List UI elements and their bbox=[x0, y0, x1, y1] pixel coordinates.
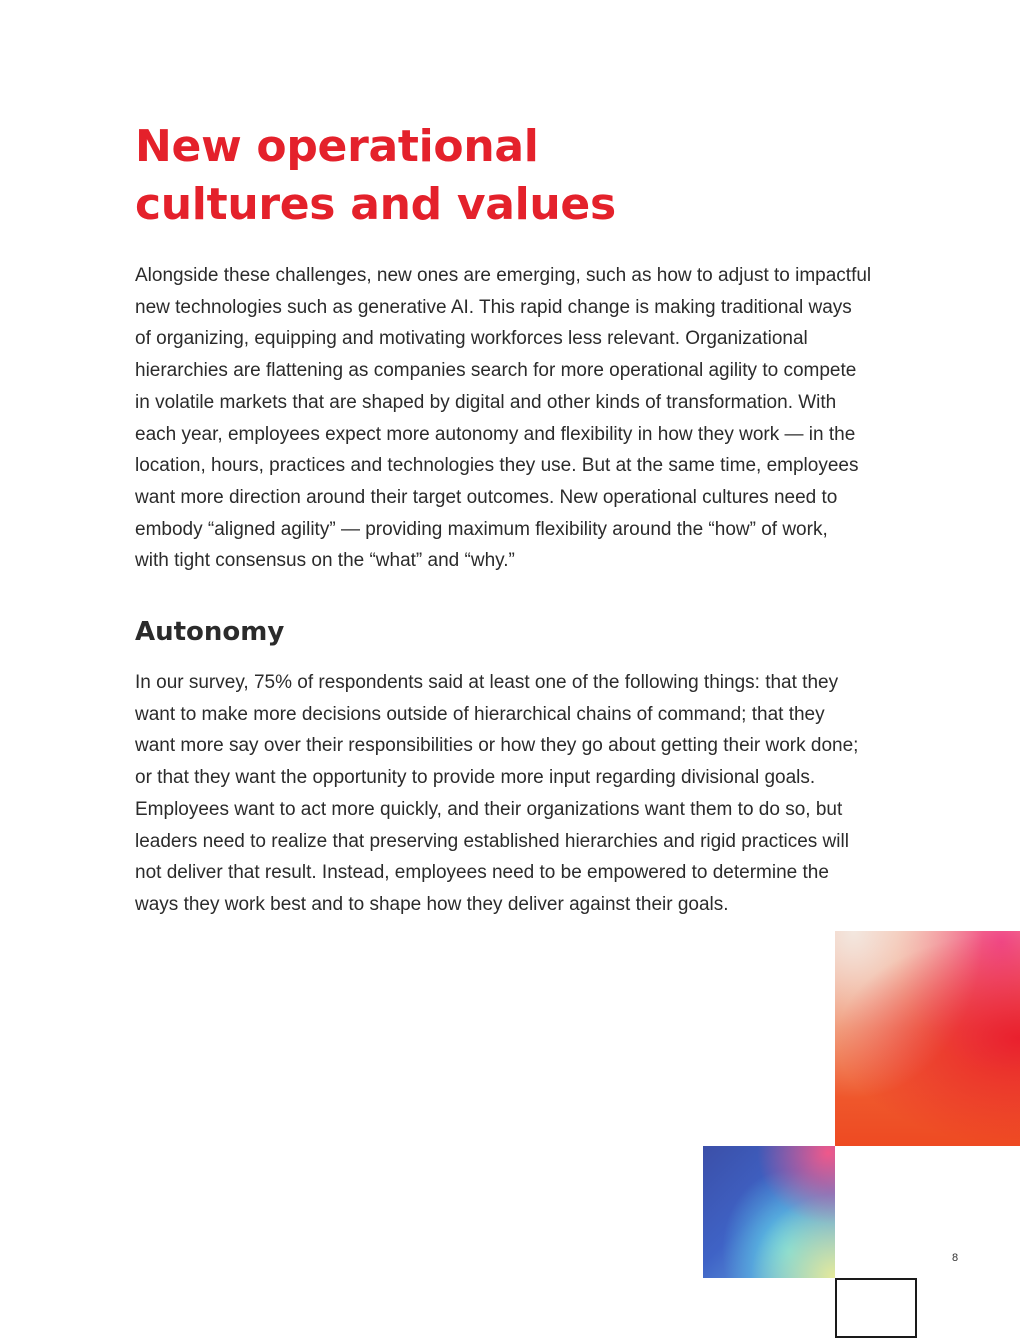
paragraph-line: In our survey, 75% of respondents said at least one of the following things: that they bbox=[135, 672, 839, 693]
paragraph-line: location, hours, practices and technologies they use. But at the same time, employees bbox=[135, 455, 859, 477]
paragraph-line: new technologies such as generative AI. This rapid change is making traditional ways bbox=[135, 296, 852, 318]
decorative-outline-square bbox=[835, 1278, 917, 1338]
paragraph-line: want more say over their responsibilities or how they go about getting their work done; bbox=[135, 735, 859, 757]
page-title-line: cultures and values bbox=[135, 179, 616, 230]
intro-paragraph bbox=[135, 260, 895, 577]
paragraph-line: Employees want to act more quickly, and their organizations want them to do so, but bbox=[135, 798, 843, 820]
paragraph-line: Alongside these challenges, new ones are emerging, such as how to adjust to impactful bbox=[135, 265, 872, 286]
page-title bbox=[135, 118, 895, 234]
paragraph-line: want more direction around their target outcomes. New operational cultures need to bbox=[135, 486, 838, 508]
autonomy-heading: Autonomy bbox=[135, 617, 285, 647]
paragraph-line: in volatile markets that are shaped by digital and other kinds of transformation. With bbox=[135, 391, 837, 413]
paragraph-line: hierarchies are flattening as companies search for more operational agility to compete bbox=[135, 360, 857, 382]
paragraph-line: embody “aligned agility” — providing maximum flexibility around the “how” of work, bbox=[135, 518, 828, 540]
paragraph-line: each year, employees expect more autonomy and flexibility in how they work — in the bbox=[135, 423, 856, 445]
paragraph-line: with tight consensus on the “what” and “why.” bbox=[135, 550, 515, 572]
decorative-gradient-square-cool bbox=[703, 1146, 835, 1278]
paragraph-line: want to make more decisions outside of hierarchical chains of command; that they bbox=[135, 703, 825, 725]
page-number: 8 bbox=[951, 1252, 959, 1264]
autonomy-paragraph bbox=[135, 667, 895, 921]
paragraph-line: not deliver that result. Instead, employees need to be empowered to determine the bbox=[135, 862, 829, 884]
page-title-line: New operational bbox=[135, 121, 539, 172]
paragraph-line: leaders need to realize that preserving established hierarchies and rigid practices will bbox=[135, 830, 849, 852]
paragraph-line: ways they work best and to shape how they deliver against their goals. bbox=[135, 893, 729, 915]
paragraph-line: or that they want the opportunity to provide more input regarding divisional goals. bbox=[135, 767, 816, 789]
decorative-gradient-square-warm bbox=[835, 931, 1020, 1146]
paragraph-line: of organizing, equipping and motivating workforces less relevant. Organizational bbox=[135, 328, 808, 350]
